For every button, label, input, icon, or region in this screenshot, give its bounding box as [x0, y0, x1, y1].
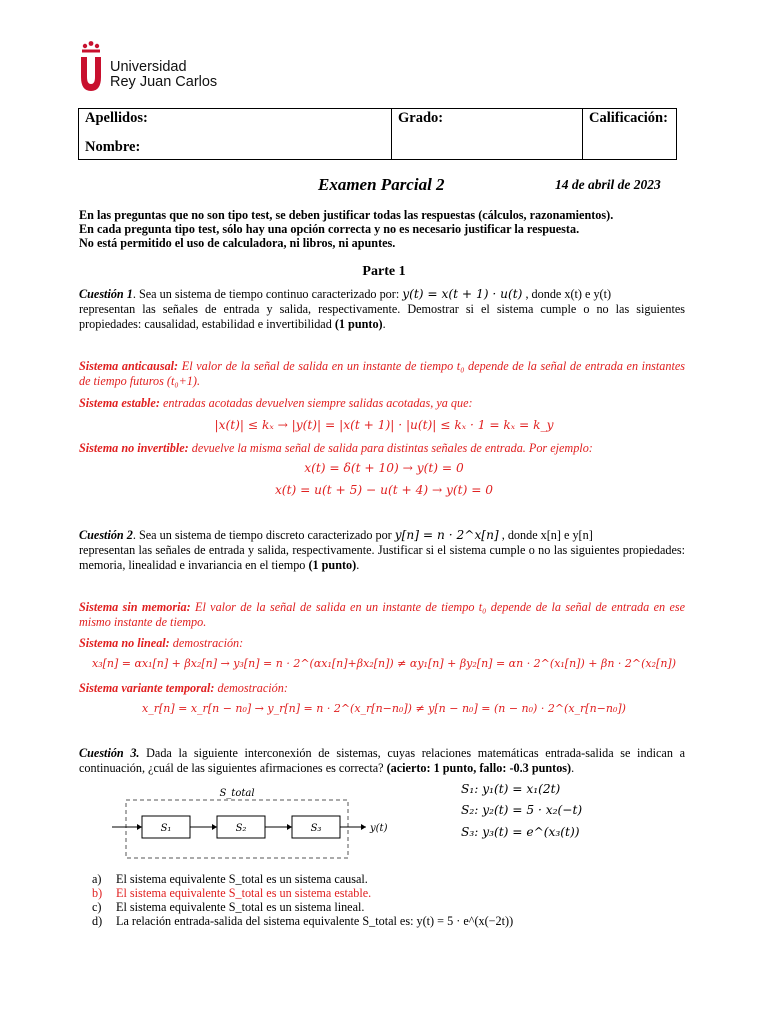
option-d-letter: d)	[92, 914, 103, 928]
q2-answer-1	[79, 600, 685, 629]
q3-text: Dada la siguiente interconexión de sistemas, cuyas relaciones matemáticas entrada-salida se indican a continuación, ¿cuál de las siguientes afirmaciones es correcta?	[79, 746, 685, 775]
university-name-line2: Rey Juan Carlos	[110, 74, 218, 90]
q2-answer-2-text: demostración:	[172, 636, 244, 650]
calificacion-label: Calificación:	[589, 110, 668, 126]
s1-definition	[461, 782, 560, 796]
q1-answer-1-head: Sistema anticausal:	[79, 359, 179, 373]
q2-statement-line1	[79, 528, 593, 543]
option-c-text: El sistema equivalente S_total es un sistema lineal.	[116, 900, 365, 914]
q2-answer-2	[79, 636, 243, 651]
s2-label: S₂	[235, 823, 247, 834]
q1-answer-3-equation-2: x(t) = u(t + 5) − u(t + 4) → y(t) = 0	[274, 483, 494, 497]
q3-points: (acierto: 1 punto, fallo: -0.3 puntos)	[386, 760, 572, 775]
option-c[interactable]	[92, 900, 364, 915]
q2-label: Cuestión 2	[79, 528, 133, 542]
q1-label: Cuestión 1	[79, 287, 133, 301]
q2-answer-2-head: Sistema no lineal:	[79, 636, 170, 650]
q2-answer-3-equation: x_r[n] = x_r[n − n₀] → y_r[n] = n · 2^(x_r[n−n₀]) ≠ y[n − n₀] = (n − n₀) · 2^(x_r[n−n₀])	[142, 702, 626, 715]
s1-def-eq: y₁(t) = x₁(2t)	[482, 782, 561, 796]
q2-statement-rest: representan las señales de entrada y salida, respectivamente. Justificar si el sistema cumple o no las siguientes propiedades: memoria, linealidad e invariancia en el tiempo (1 punto).	[79, 543, 685, 572]
exam-date: 14 de abril de 2023	[555, 177, 661, 192]
grado-cell[interactable]	[392, 109, 583, 160]
q2-answer-3	[79, 681, 288, 696]
calificacion-cell[interactable]	[583, 109, 677, 160]
s3-def-name: S₃:	[461, 825, 479, 839]
q2-text-a: . Sea un sistema de tiempo discreto caracterizado por	[132, 528, 392, 542]
option-b-text: El sistema equivalente S_total es un sistema estable.	[116, 886, 372, 900]
q1-equation: y(t) = x(t + 1) · u(t)	[402, 287, 523, 301]
university-name	[110, 60, 217, 90]
option-b[interactable]	[92, 886, 371, 901]
option-a-letter: a)	[92, 872, 102, 886]
q2-text-c: representan las señales de entrada y salida, respectivamente. Justificar si el sistema cumple o no las siguientes propiedades: memoria, linealidad e invariancia en el tiempo	[79, 543, 685, 572]
university-name-line1: Universidad	[110, 59, 187, 75]
nombre-label: Nombre:	[85, 139, 141, 155]
s3-label: S₃	[310, 823, 322, 834]
s2-def-eq: y₂(t) = 5 · x₂(−t)	[482, 803, 583, 817]
option-d[interactable]	[92, 914, 513, 929]
option-a[interactable]	[92, 872, 368, 887]
apellidos-label: Apellidos:	[85, 110, 148, 126]
option-d-text: La relación entrada-salida del sistema equivalente S_total es: y(t) = 5 · e^(x(−2t))	[116, 914, 514, 928]
system-interconnection-diagram	[112, 786, 402, 862]
q1-text-c: representan las señales de entrada y salida, respectivamente. Demostrar si el sistema cumple o no las siguientes propiedades: causalidad, estabilidad e invertibilidad	[79, 302, 685, 331]
student-info-table	[78, 108, 677, 160]
q1-answer-2-equation: |x(t)| ≤ kₓ → |y(t)| = |x(t + 1)| · |u(t)| ≤ kₓ · 1 = kₓ = k_y	[214, 418, 554, 432]
s2-definition	[461, 803, 582, 817]
s3-def-eq: y₃(t) = e^(x₃(t))	[482, 825, 580, 839]
q2-equation: y[n] = n · 2^x[n]	[394, 528, 499, 542]
q1-answer-2-head: Sistema estable:	[79, 396, 160, 410]
instruction-3: No está permitido el uso de calculadora, ni libros, ni apuntes.	[79, 236, 396, 250]
output-label: y(t)	[370, 823, 388, 834]
q1-answer-1	[79, 359, 685, 388]
exam-title: Examen Parcial 2	[318, 175, 445, 194]
s3-definition	[461, 825, 579, 839]
option-c-letter: c)	[92, 900, 102, 914]
q3-statement: Cuestión 3. Dada la siguiente interconexión de sistemas, cuyas relaciones matemáticas entrada-salida se indican a continuación, ¿cuál de las siguientes afirmaciones es correcta? (acierto: 1 punto, fallo: -0.3 puntos).	[79, 746, 685, 775]
q2-points: (1 punto)	[308, 557, 357, 572]
q1-answer-2	[79, 396, 473, 411]
instruction-1: En las preguntas que no son tipo test, se deben justificar todas las respuestas (cálculos, razonamientos).	[79, 208, 614, 222]
total-system-label: S_total	[219, 788, 255, 799]
q2-answer-1-head: Sistema sin memoria:	[79, 600, 191, 614]
option-a-text: El sistema equivalente S_total es un sistema causal.	[116, 872, 368, 886]
part-title: Parte 1	[362, 264, 406, 279]
q2-text-b: , donde x[n] e y[n]	[501, 528, 593, 542]
q1-answer-3	[79, 441, 593, 456]
grado-label: Grado:	[398, 110, 444, 126]
q1-answer-3-head: Sistema no invertible:	[79, 441, 189, 455]
s2-def-name: S₂:	[461, 803, 479, 817]
q2-answer-3-text: demostración:	[217, 681, 288, 695]
q1-answer-3-text: devuelve la misma señal de salida para distintas señales de entrada. Por ejemplo:	[191, 441, 593, 455]
instruction-2: En cada pregunta tipo test, sólo hay una opción correcta y no es necesario justificar la respuesta.	[79, 222, 580, 236]
q1-points: (1 punto)	[334, 316, 383, 331]
s1-label: S₁	[160, 823, 172, 834]
q1-answer-3-equation-1: x(t) = δ(t + 10) → y(t) = 0	[304, 461, 464, 475]
q1-text-b: , donde x(t) e y(t)	[525, 287, 612, 301]
q1-statement-line1	[79, 287, 611, 302]
q1-answer-2-text: entradas acotadas devuelven siempre salidas acotadas, ya que:	[162, 396, 473, 410]
q2-answer-2-equation: x₃[n] = αx₁[n] + βx₂[n] → y₃[n] = n · 2^(αx₁[n]+βx₂[n]) ≠ αy₁[n] + βy₂[n] = αn · 2^(x₁[n]) + βn · 2^(x₂[n])	[91, 657, 676, 670]
option-b-letter: b)	[92, 886, 103, 900]
q1-text-a: . Sea un sistema de tiempo continuo caracterizado por:	[132, 287, 400, 301]
apellidos-cell[interactable]	[79, 109, 392, 160]
q2-answer-1-text: El valor de la señal de salida en un instante de tiempo t₀ depende de la señal de entrada en ese mismo instante de tiempo.	[79, 600, 686, 629]
q3-label: Cuestión 3.	[79, 746, 140, 760]
q2-answer-3-head: Sistema variante temporal:	[79, 681, 215, 695]
q1-statement-rest: representan las señales de entrada y salida, respectivamente. Demostrar si el sistema cumple o no las siguientes propiedades: causalidad, estabilidad e invertibilidad (1 punto).	[79, 302, 685, 331]
q1-answer-1-text: El valor de la señal de salida en un instante de tiempo t₀ depende de la señal de entrada en instantes de tiempo futuros (t₀+1).	[79, 359, 686, 388]
s1-def-name: S₁:	[461, 782, 479, 796]
